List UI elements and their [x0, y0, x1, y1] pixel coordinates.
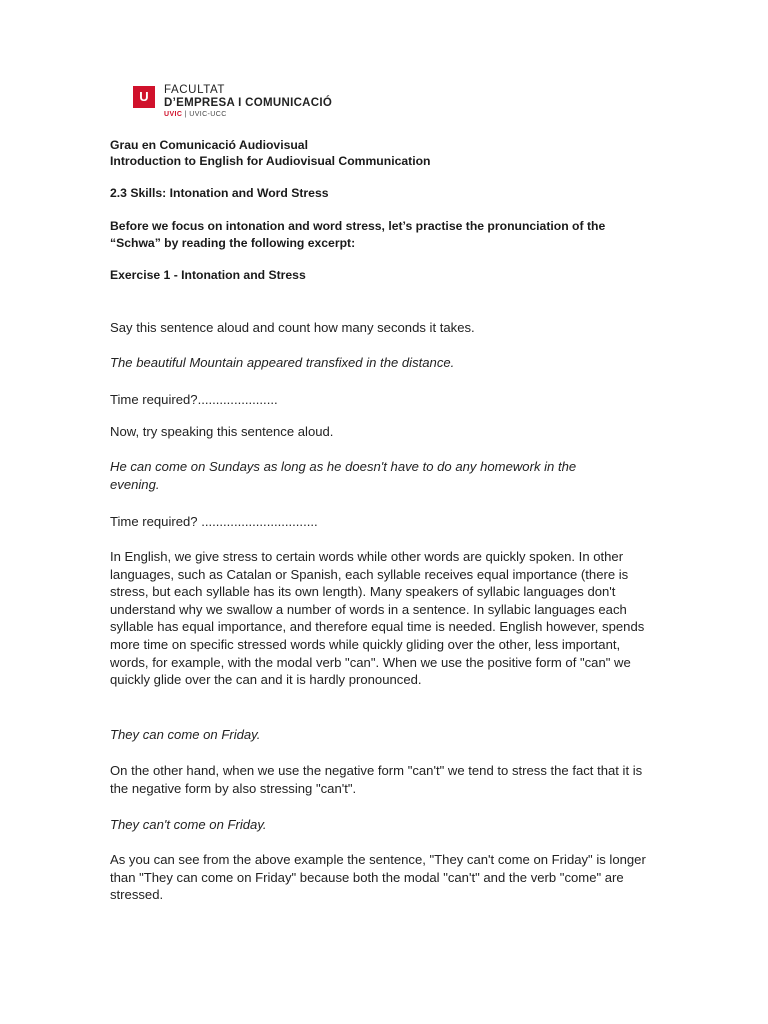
logo-uvic-rest: | UVIC-UCC: [182, 111, 227, 118]
section-title: 2.3 Skills: Intonation and Word Stress: [110, 186, 329, 200]
negative-form-paragraph: On the other hand, when we use the negative form "can't" we tend to stress the fact that it is the negative form by also stressing "can't".: [110, 763, 643, 796]
example-sentence-1: The beautiful Mountain appeared transfixed in the distance.: [110, 355, 455, 370]
degree-title: Grau en Comunicació Audiovisual: [110, 138, 308, 152]
explanation-paragraph: In English, we give stress to certain words while other words are quickly spoken. In other languages, such as Catalan or Spanish, each syllable receives equal importance (there is stress, but each syllable has its own length). Many speakers of syllabic languages don't understand why we swallow a number of words in a sentence. In syllabic languages each syllable has equal importance, and therefore equal time is needed. English however, spends more time on specific stressed words while quickly gliding over the other, less important, words, for example, with the modal verb "can". When we use the positive form of "can" we quickly glide over the can and it is hardly pronounced.: [110, 549, 645, 688]
logo-university-text: [164, 111, 227, 118]
intro-paragraph: Before we focus on intonation and word stress, let’s practise the pronunciation of the “Schwa” by reading the following excerpt:: [110, 219, 606, 250]
uvic-logo-icon: U: [133, 86, 155, 108]
logo-faculty-name: D’EMPRESA I COMUNICACIÓ: [164, 97, 333, 109]
example-sentence-2: He can come on Sundays as long as he doesn't have to do any homework in the evening.: [110, 459, 577, 492]
faculty-logo: [133, 84, 363, 124]
course-title: Introduction to English for Audiovisual Communication: [110, 154, 431, 168]
exercise-title: Exercise 1 - Intonation and Stress: [110, 268, 306, 282]
logo-faculty-text: FACULTAT: [164, 84, 226, 96]
logo-uvic-red: UVIC: [164, 111, 183, 118]
example-sentence-4: They can't come on Friday.: [110, 817, 267, 832]
example-sentence-3: They can come on Friday.: [110, 727, 261, 742]
conclusion-paragraph: As you can see from the above example the sentence, "They can't come on Friday" is longer than "They can come on Friday" because both the modal "can't" and the verb "come" are stressed.: [110, 852, 646, 903]
instruction-2: Now, try speaking this sentence aloud.: [110, 424, 334, 439]
time-required-1: Time required?......................: [110, 392, 278, 407]
time-required-2: Time required? ................................: [110, 514, 318, 529]
instruction-1: Say this sentence aloud and count how many seconds it takes.: [110, 320, 475, 335]
